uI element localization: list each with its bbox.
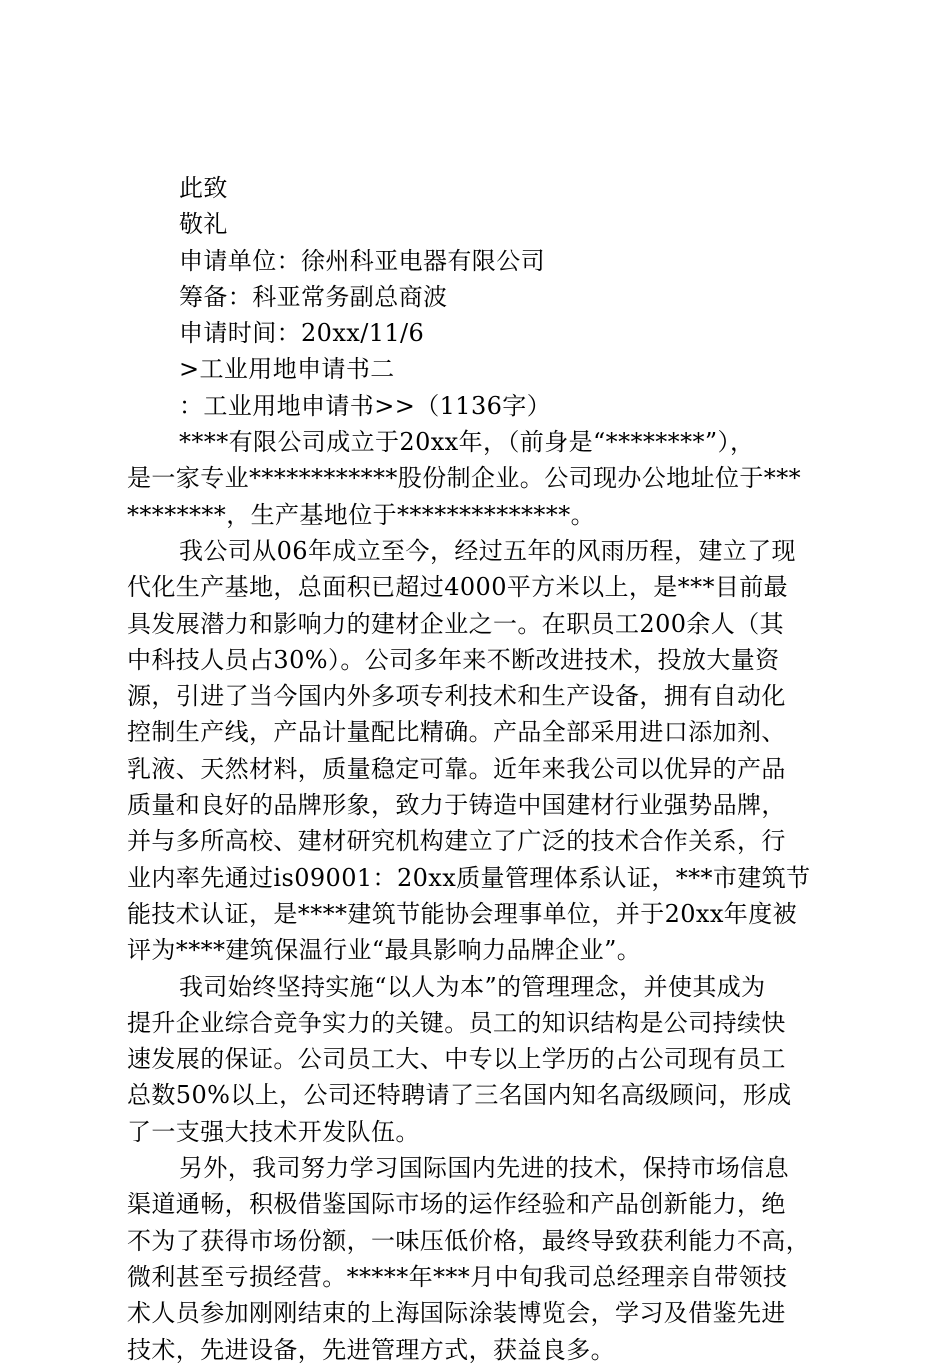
paragraph-line: 微利甚至亏损经营。*****年***月中旬我司总经理亲自带领技	[127, 1262, 788, 1291]
paragraph-line: ********，生产基地位于**************。	[127, 500, 595, 529]
paragraph-line: 质量和良好的品牌形象，致力于铸造中国建材行业强势品牌，	[127, 791, 786, 820]
paragraph-line: 渠道通畅，积极借鉴国际市场的运作经验和产品创新能力，绝	[127, 1190, 786, 1219]
paragraph-line: 中科技人员占30%）。公司多年来不断改进技术，投放大量资	[127, 645, 780, 674]
paragraph-line: ****有限公司成立于20xx年，（前身是“********”），	[179, 428, 755, 457]
paragraph-2	[127, 533, 827, 969]
paragraph-line: 提升企业综合竞争实力的关键。员工的知识结构是公司持续快	[127, 1008, 786, 1037]
paragraph-line: 我公司从06年成立至今，经过五年的风雨历程，建立了现	[179, 536, 796, 565]
paragraph-line: 是一家专业************股份制企业。公司现办公地址位于***	[127, 464, 801, 493]
next-subtitle-line: ：工业用地申请书>>（1136字）	[179, 391, 552, 420]
paragraph-line: 乳液、天然材料，质量稳定可靠。近年来我公司以优异的产品	[127, 754, 786, 783]
paragraph-line: 具发展潜力和影响力的建材企业之一。在职员工200余人（其	[127, 609, 785, 638]
paragraph-1	[127, 424, 827, 533]
paragraph-line: 技术，先进设备，先进管理方式，获益良多。	[127, 1335, 615, 1364]
closing-line-1: 此致	[179, 174, 228, 202]
date-line: 申请时间：20xx/11/6	[179, 319, 425, 348]
paragraph-line: 业内率先通过is09001：20xx质量管理体系认证，***市建筑节	[127, 863, 811, 892]
paragraph-line: 控制生产线，产品计量配比精确。产品全部采用进口添加剂、	[127, 718, 786, 747]
preparer-line: 筹备：科亚常务副总商波	[179, 282, 448, 311]
paragraph-line: 能技术认证，是****建筑节能协会理事单位，并于20xx年度被	[127, 899, 798, 928]
paragraph-line: 术人员参加刚刚结束的上海国际涂装博览会，学习及借鉴先进	[127, 1299, 786, 1328]
paragraph-line: 了一支强大技术开发队伍。	[127, 1117, 420, 1146]
paragraph-line: 我司始终坚持实施“以人为本”的管理理念，并使其成为	[179, 972, 766, 1001]
paragraph-line: 代化生产基地，总面积已超过4000平方米以上，是***目前最	[127, 573, 789, 602]
paragraph-4	[127, 1150, 827, 1368]
paragraph-line: 不为了获得市场份额，一味压低价格，最终导致获利能力不高，	[127, 1226, 811, 1255]
paragraph-line: 源，引进了当今国内外多项专利技术和生产设备，拥有自动化	[127, 682, 786, 711]
document-body	[127, 170, 827, 1368]
paragraph-3	[127, 969, 827, 1150]
paragraph-line: 另外，我司努力学习国际国内先进的技术，保持市场信息	[179, 1154, 789, 1183]
paragraph-line: 速发展的保证。公司员工大、中专以上学历的占公司现有员工	[127, 1045, 786, 1074]
closing-line-2: 敬礼	[179, 210, 228, 239]
applicant-line: 申请单位：徐州科亚电器有限公司	[179, 246, 545, 275]
paragraph-line: 并与多所高校、建材研究机构建立了广泛的技术合作关系，行	[127, 827, 786, 856]
paragraph-line: 总数50%以上，公司还特聘请了三名国内知名高级顾问，形成	[127, 1081, 792, 1110]
paragraph-line: 评为****建筑保温行业“最具影响力品牌企业”。	[127, 936, 642, 965]
next-title-line: >工业用地申请书二	[179, 355, 395, 384]
